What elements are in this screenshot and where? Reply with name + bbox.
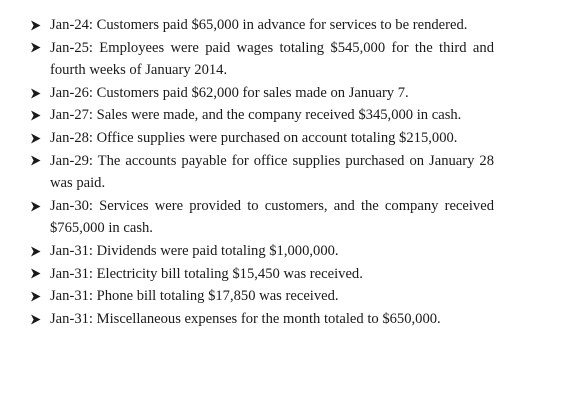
list-item-text: Jan-31: Miscellaneous expenses for the month totaled to $650,000. xyxy=(50,310,441,327)
arrowhead-bullet-icon xyxy=(30,195,44,218)
arrowhead-bullet-icon xyxy=(30,37,44,60)
list-item xyxy=(30,37,494,82)
arrowhead-bullet-icon xyxy=(30,240,44,263)
list-item xyxy=(30,14,494,37)
list-item-text: Jan-25: Employees were paid wages totaling $545,000 for the third and fourth weeks of January 2014. xyxy=(50,39,494,79)
list-item xyxy=(30,127,494,150)
arrowhead-bullet-icon xyxy=(30,308,44,331)
list-item-text: Jan-31: Dividends were paid totaling $1,000,000. xyxy=(50,242,339,259)
arrowhead-bullet-icon xyxy=(30,104,44,127)
arrowhead-bullet-icon xyxy=(30,263,44,286)
list-item xyxy=(30,308,494,331)
list-item xyxy=(30,150,494,195)
list-item xyxy=(30,195,494,240)
arrowhead-bullet-icon xyxy=(30,82,44,105)
list-item xyxy=(30,82,494,105)
arrowhead-bullet-icon xyxy=(30,150,44,173)
arrowhead-bullet-icon xyxy=(30,127,44,150)
transaction-list xyxy=(30,14,494,330)
list-item-text: Jan-28: Office supplies were purchased on account totaling $215,000. xyxy=(50,129,458,146)
list-item-text: Jan-30: Services were provided to customers, and the company received $765,000 in cash. xyxy=(50,197,494,237)
list-item-text: Jan-24: Customers paid $65,000 in advance for services to be rendered. xyxy=(50,17,468,33)
list-item xyxy=(30,240,494,263)
list-item xyxy=(30,104,494,127)
arrowhead-bullet-icon xyxy=(30,14,44,37)
list-item-text: Jan-31: Electricity bill totaling $15,450 was received. xyxy=(50,265,363,282)
list-item-text: Jan-26: Customers paid $62,000 for sales made on January 7. xyxy=(50,84,409,101)
list-item xyxy=(30,285,494,308)
arrowhead-bullet-icon xyxy=(30,285,44,308)
list-item xyxy=(30,263,494,286)
list-item-text: Jan-27: Sales were made, and the company received $345,000 in cash. xyxy=(50,107,462,124)
list-item-text: Jan-29: The accounts payable for office supplies purchased on January 28 was paid. xyxy=(50,152,494,192)
list-item-text: Jan-31: Phone bill totaling $17,850 was received. xyxy=(50,288,339,305)
